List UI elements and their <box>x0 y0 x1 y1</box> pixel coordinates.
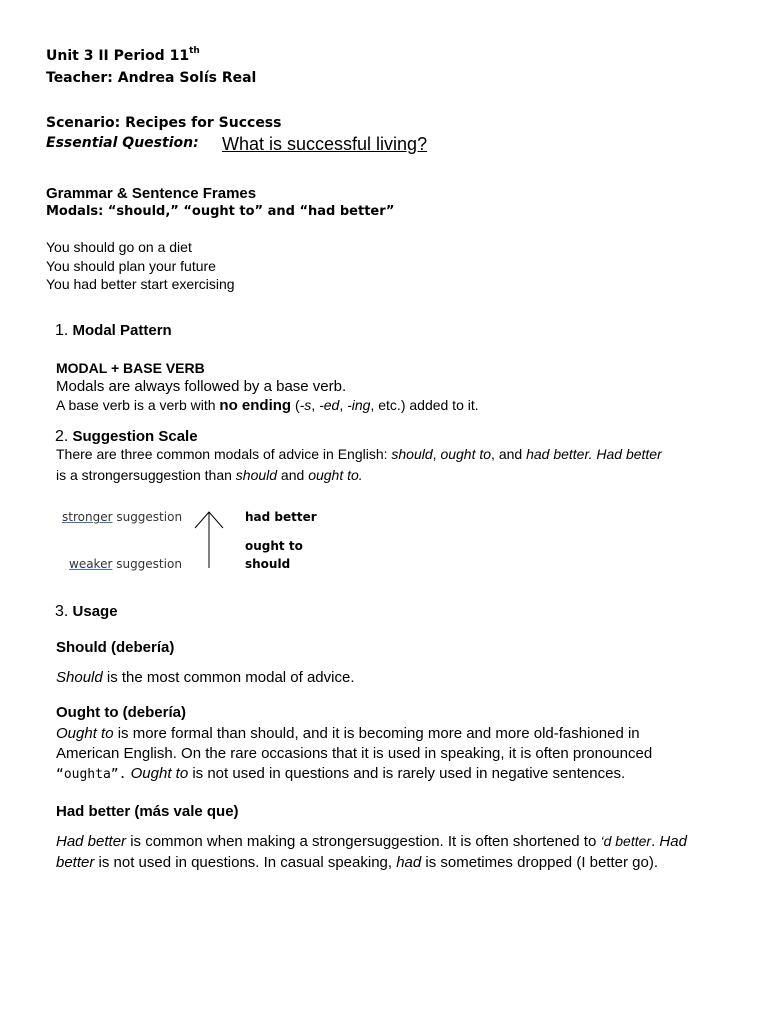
unit-sup: th <box>189 46 200 57</box>
text-run: ‘d better <box>600 833 652 849</box>
text-run: is common when making a strongersuggestion. It is often shortened to <box>126 833 601 850</box>
scenario-line: Scenario: Recipes for Success <box>46 115 282 131</box>
text-run: no ending <box>219 397 292 414</box>
text-run: is more formal than should, and it is becoming more and more old-fashioned in <box>113 725 640 742</box>
text-run: , <box>311 397 320 413</box>
should-description <box>56 669 355 686</box>
modal-formula: MODAL + BASE VERB <box>56 360 205 376</box>
text-run: Had <box>659 833 687 850</box>
text-run: is the most common modal of advice. <box>102 669 355 686</box>
modal-rule-line: Modals are always followed by a base verb. <box>56 378 347 395</box>
text-run: ought to <box>440 446 492 462</box>
text-run: stronger <box>62 510 113 524</box>
text-run: suggestion <box>112 557 182 571</box>
text-run: and <box>277 467 309 483</box>
text-run: “oughta”. <box>56 767 127 782</box>
text-run: , etc.) added to it. <box>370 397 479 413</box>
suggestion-paragraph-line-1 <box>56 446 662 462</box>
text-run: Ought to <box>126 765 189 782</box>
section-title: Suggestion Scale <box>72 428 198 445</box>
example-sentence: You should go on a diet <box>46 239 192 255</box>
stronger-suggestion-label <box>62 510 182 524</box>
had-better-label: had better <box>245 510 317 524</box>
up-arrow-icon <box>192 508 228 572</box>
had-better-heading: Had better (más vale que) <box>56 803 239 820</box>
base-verb-line <box>56 397 479 414</box>
text-run: had better. Had better <box>526 446 662 462</box>
section-3-heading <box>55 603 118 621</box>
text-run: There are three common modals of advice in English: <box>56 446 392 462</box>
text-run: , <box>339 397 348 413</box>
section-number: 1. <box>55 322 69 339</box>
text-run: -s <box>299 397 312 413</box>
text-run: is a strongersuggestion than <box>56 467 236 483</box>
essential-question-text: What is successful living? <box>222 134 428 154</box>
text-run: is not used in questions and is rarely used in negative sentences. <box>188 765 626 782</box>
text-run: should <box>235 467 278 483</box>
section-1-heading <box>55 322 172 340</box>
section-number: 3. <box>55 603 69 620</box>
text-run: , <box>432 446 441 462</box>
text-run: is sometimes dropped (I better go). <box>421 854 659 871</box>
should-label: should <box>245 557 291 571</box>
suggestion-paragraph-line-2 <box>56 467 363 483</box>
text-run: suggestion <box>112 510 183 524</box>
text-run: is not used in questions. In casual speaking, <box>94 854 397 871</box>
text-run: should <box>391 446 433 462</box>
example-sentence: You had better start exercising <box>46 276 235 292</box>
ought-to-line-1 <box>56 725 640 742</box>
text-run: -ing <box>347 397 371 413</box>
text-run: A base verb is a verb with <box>56 397 220 413</box>
ought-to-line-2: American English. On the rare occasions that it is used in speaking, it is often pronounced <box>56 745 653 762</box>
text-run: Ought to <box>56 725 114 742</box>
example-sentence: You should plan your future <box>46 258 216 274</box>
unit-line <box>46 48 200 64</box>
ought-to-label: ought to <box>245 539 303 553</box>
text-run: . <box>651 833 660 850</box>
section-title: Modal Pattern <box>72 322 172 339</box>
text-run: ( <box>291 397 300 413</box>
modals-line: Modals: “should,” “ought to” and “had better” <box>46 204 395 219</box>
should-heading: Should (debería) <box>56 639 175 656</box>
ought-to-heading: Ought to (debería) <box>56 704 186 721</box>
essential-question-label: Essential Question: <box>46 135 199 151</box>
text-run: had <box>396 854 422 871</box>
unit-text: Unit 3 II Period 11 <box>46 48 190 64</box>
grammar-title: Grammar & Sentence Frames <box>46 185 257 202</box>
section-2-heading <box>55 428 198 446</box>
text-run: Should <box>56 669 103 686</box>
text-run: ought to. <box>308 467 363 483</box>
text-run: better <box>56 854 95 871</box>
text-run: Had better <box>56 833 127 850</box>
section-number: 2. <box>55 428 69 445</box>
text-run: , and <box>491 446 527 462</box>
teacher-line: Teacher: Andrea Solís Real <box>46 70 257 86</box>
weaker-suggestion-label <box>69 557 182 571</box>
had-better-line-2 <box>56 854 658 871</box>
text-run: weaker <box>69 557 113 571</box>
had-better-line-1 <box>56 833 687 850</box>
text-run: -ed <box>319 397 340 413</box>
section-title: Usage <box>72 603 118 620</box>
ought-to-line-3 <box>56 765 625 782</box>
